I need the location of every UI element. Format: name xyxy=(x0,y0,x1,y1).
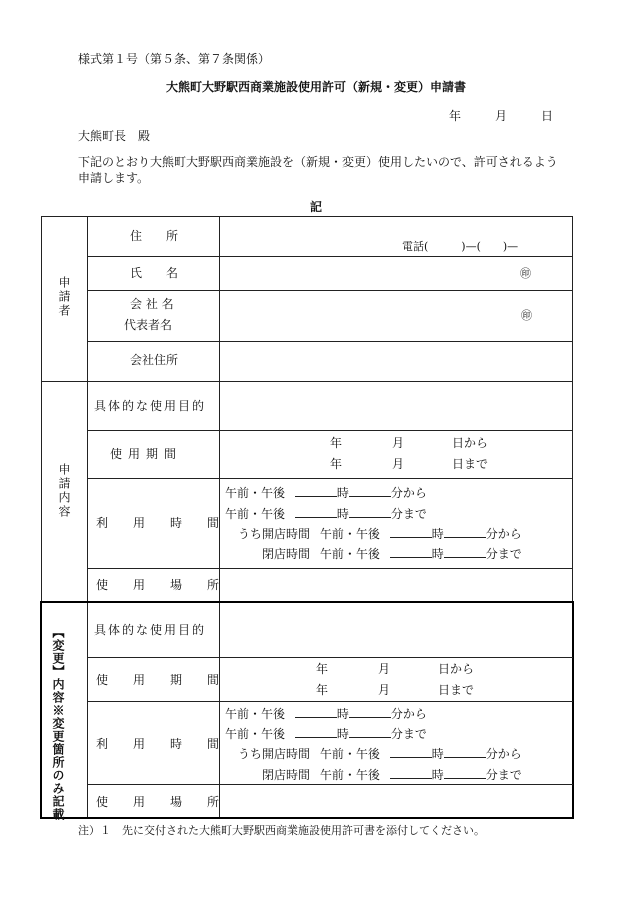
intro-line-2: 申請します。 xyxy=(78,171,150,185)
period-from-month: 月 xyxy=(392,436,405,450)
hour-blank[interactable] xyxy=(295,506,337,518)
addressee: 大熊町長 殿 xyxy=(78,129,151,143)
minute-blank[interactable] xyxy=(444,526,486,538)
form-number: 様式第１号（第５条、第７条関係） xyxy=(78,52,271,66)
name-label: 氏 名 xyxy=(130,266,179,280)
change-period-from-month: 月 xyxy=(378,662,391,676)
hour-blank[interactable] xyxy=(390,746,432,758)
time-start-row: 午前・午後 時 分から xyxy=(225,486,427,500)
change-period-from-day: 日から xyxy=(438,662,475,676)
company-address-label: 会社住所 xyxy=(130,353,179,367)
change-open-time-row: うち開店時間 午前・午後 時 分から xyxy=(238,747,522,761)
change-period-from-year: 年 xyxy=(316,662,329,676)
minute-blank[interactable] xyxy=(349,485,391,497)
change-period-to-day: 日まで xyxy=(438,683,475,697)
section-change: 【変更】内容※変更箇所のみ記載 xyxy=(51,626,65,821)
period-label: 使用期間 xyxy=(110,447,183,461)
intro-line-1: 下記のとおり大熊町大野駅西商業施設を（新規・変更）使用したいので、許可されるよう xyxy=(78,155,558,169)
change-purpose-label: 具体的な使用目的 xyxy=(94,623,207,637)
change-period-to-month: 月 xyxy=(378,683,391,697)
hour-blank[interactable] xyxy=(390,767,432,779)
phone-label: 電話( )—( )— xyxy=(402,240,519,253)
footer-note: 注）１ 先に交付された大熊町大野駅西商業施設使用許可書を添付してください。 xyxy=(78,824,485,837)
company-label: 会 社 名 xyxy=(130,297,174,311)
minute-blank[interactable] xyxy=(444,767,486,779)
change-time-start-row: 午前・午後 時 分から xyxy=(225,707,427,721)
date-month: 月 xyxy=(495,109,508,123)
period-to-year: 年 xyxy=(330,457,343,471)
change-time-end-row: 午前・午後 時 分まで xyxy=(225,727,427,741)
change-time-label: 利用時間 xyxy=(96,737,245,751)
seal-mark-name: ㊞ xyxy=(520,267,531,280)
minute-blank[interactable] xyxy=(444,746,486,758)
time-end-row: 午前・午後 時 分まで xyxy=(225,507,427,521)
place-label: 使用場所 xyxy=(96,578,245,592)
period-to-day: 日まで xyxy=(452,457,489,471)
hour-blank[interactable] xyxy=(390,526,432,538)
ki-heading: 記 xyxy=(310,200,323,214)
section-applicant: 申請者 xyxy=(57,276,71,318)
purpose-label: 具体的な使用目的 xyxy=(94,399,207,413)
seal-mark-company: ㊞ xyxy=(521,309,532,322)
period-from-year: 年 xyxy=(330,436,343,450)
change-place-label: 使用場所 xyxy=(96,795,245,809)
change-period-label: 使用期間 xyxy=(96,673,245,687)
section-content: 申請内容 xyxy=(57,463,71,519)
open-time-row: うち開店時間 午前・午後 時 分から xyxy=(238,527,522,541)
address-label: 住 所 xyxy=(130,229,179,243)
minute-blank[interactable] xyxy=(444,546,486,558)
change-close-time-row: 閉店時間 午前・午後 時 分まで xyxy=(262,768,522,782)
time-label: 利用時間 xyxy=(96,516,245,530)
representative-label: 代表者名 xyxy=(124,318,173,332)
close-time-row: 閉店時間 午前・午後 時 分まで xyxy=(262,547,522,561)
hour-blank[interactable] xyxy=(295,726,337,738)
form-title: 大熊町大野駅西商業施設使用許可（新規・変更）申請書 xyxy=(166,80,467,94)
minute-blank[interactable] xyxy=(349,506,391,518)
hour-blank[interactable] xyxy=(295,706,337,718)
minute-blank[interactable] xyxy=(349,726,391,738)
period-from-day: 日から xyxy=(452,436,489,450)
hour-blank[interactable] xyxy=(295,485,337,497)
date-day: 日 xyxy=(541,109,554,123)
minute-blank[interactable] xyxy=(349,706,391,718)
hour-blank[interactable] xyxy=(390,546,432,558)
date-year: 年 xyxy=(449,109,462,123)
period-to-month: 月 xyxy=(392,457,405,471)
change-period-to-year: 年 xyxy=(316,683,329,697)
